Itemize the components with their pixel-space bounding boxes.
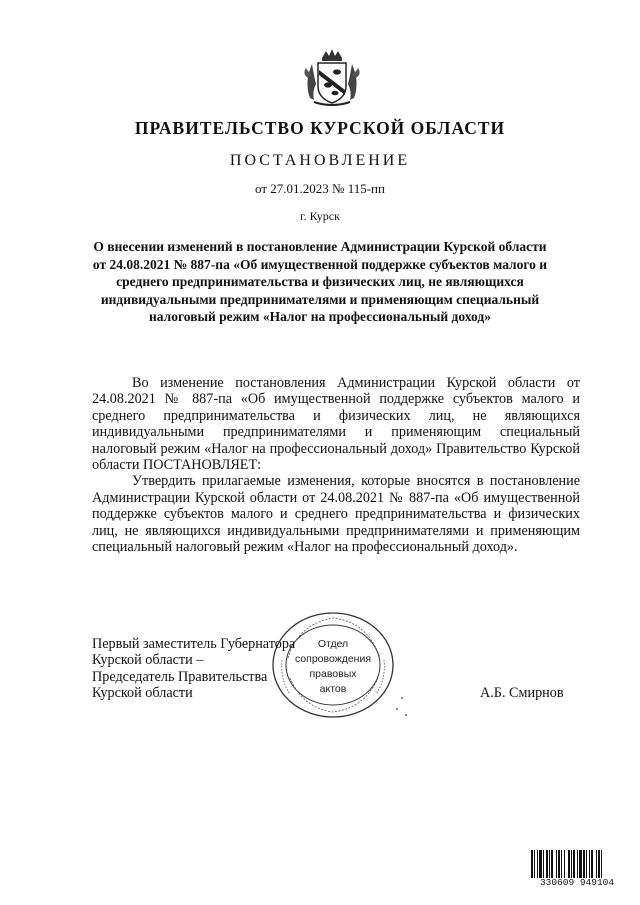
barcode-bar xyxy=(586,850,587,878)
barcode-bar xyxy=(579,850,582,878)
stamp-line: сопровождения xyxy=(294,653,372,665)
barcode-bar xyxy=(561,850,562,878)
barcode-bar xyxy=(573,850,575,878)
stamp-line: Отдел xyxy=(317,638,349,650)
barcode-bar xyxy=(551,850,553,878)
body-paragraph: Во изменение постановления Администрации Курской области от 24.08.2021 № 887-па «Об имущественной поддержке субъектов малого и среднего предпринимательства и физических лиц, не являющихся индивидуальными предпринимателями и применяющим специальный налоговый режим «Налог на профессиональный доход» Правительство Курской области ПОСТАНОВЛЯЕТ: xyxy=(92,375,580,474)
barcode xyxy=(531,850,623,878)
barcode-bar xyxy=(564,850,565,878)
barcode-bar xyxy=(531,850,533,878)
barcode-bar xyxy=(568,850,570,878)
barcode-bar xyxy=(534,850,535,878)
scan-speck xyxy=(396,708,398,710)
coat-of-arms-icon xyxy=(300,48,364,108)
barcode-bar xyxy=(601,850,602,878)
body-paragraph: Утвердить прилагаемые изменения, которые вносятся в постановление Администрации Курской области от 24.08.2021 № 887-па «Об имущественной поддержке субъектов малого и среднего предпринимательства и физических лиц, не являющихся индивидуальными предпринимателями и применяющим специальный налоговый режим «Налог на профессиональный доход». xyxy=(92,473,580,556)
barcode-bar xyxy=(571,850,572,878)
stamp-line: правовых xyxy=(309,668,357,680)
document-body xyxy=(92,375,580,555)
government-title: ПРАВИТЕЛЬСТВО КУРСКОЙ ОБЛАСТИ xyxy=(134,118,506,138)
barcode-bar xyxy=(537,850,538,878)
document-type: ПОСТАНОВЛЕНИЕ xyxy=(229,152,411,169)
signatory-name: А.Б. Смирнов xyxy=(480,685,564,701)
barcode-bar xyxy=(556,850,557,878)
barcode-bar xyxy=(543,850,544,878)
barcode-bar xyxy=(583,850,585,878)
barcode-bar xyxy=(549,850,550,878)
barcode-bar xyxy=(591,850,593,878)
signatory-line: Первый заместитель Губернатора xyxy=(92,636,296,652)
barcode-bar xyxy=(589,850,590,878)
document-subject: О внесении изменений в постановление Администрации Курской области от 24.08.2021 № 887-па «Об имущественной поддержке субъектов малого и среднего предпринимательства и физических лиц, не являющихся индивидуальными предпринимателями и применяющим специальный налоговый режим «Налог на профессиональный доход» xyxy=(92,239,548,325)
signatory-line: Курской области – xyxy=(92,652,204,669)
scan-speck xyxy=(401,697,403,699)
barcode-bar xyxy=(539,850,542,878)
barcode-bar xyxy=(558,850,560,878)
barcode-number: 330609 949104 xyxy=(539,877,615,888)
barcode-bar xyxy=(596,850,597,878)
barcode-bar xyxy=(577,850,578,878)
barcode-bar xyxy=(546,850,548,878)
document-city: г. Курск xyxy=(300,209,340,223)
stamp-line: актов xyxy=(319,683,347,695)
document-date-number: от 27.01.2023 № 115-пп xyxy=(255,181,385,196)
signatory-position xyxy=(92,636,342,702)
signatory-line: Председатель Правительства xyxy=(92,668,268,685)
signatory-line: Курской области xyxy=(92,685,193,702)
barcode-bar xyxy=(598,850,600,878)
scan-speck xyxy=(405,714,407,716)
